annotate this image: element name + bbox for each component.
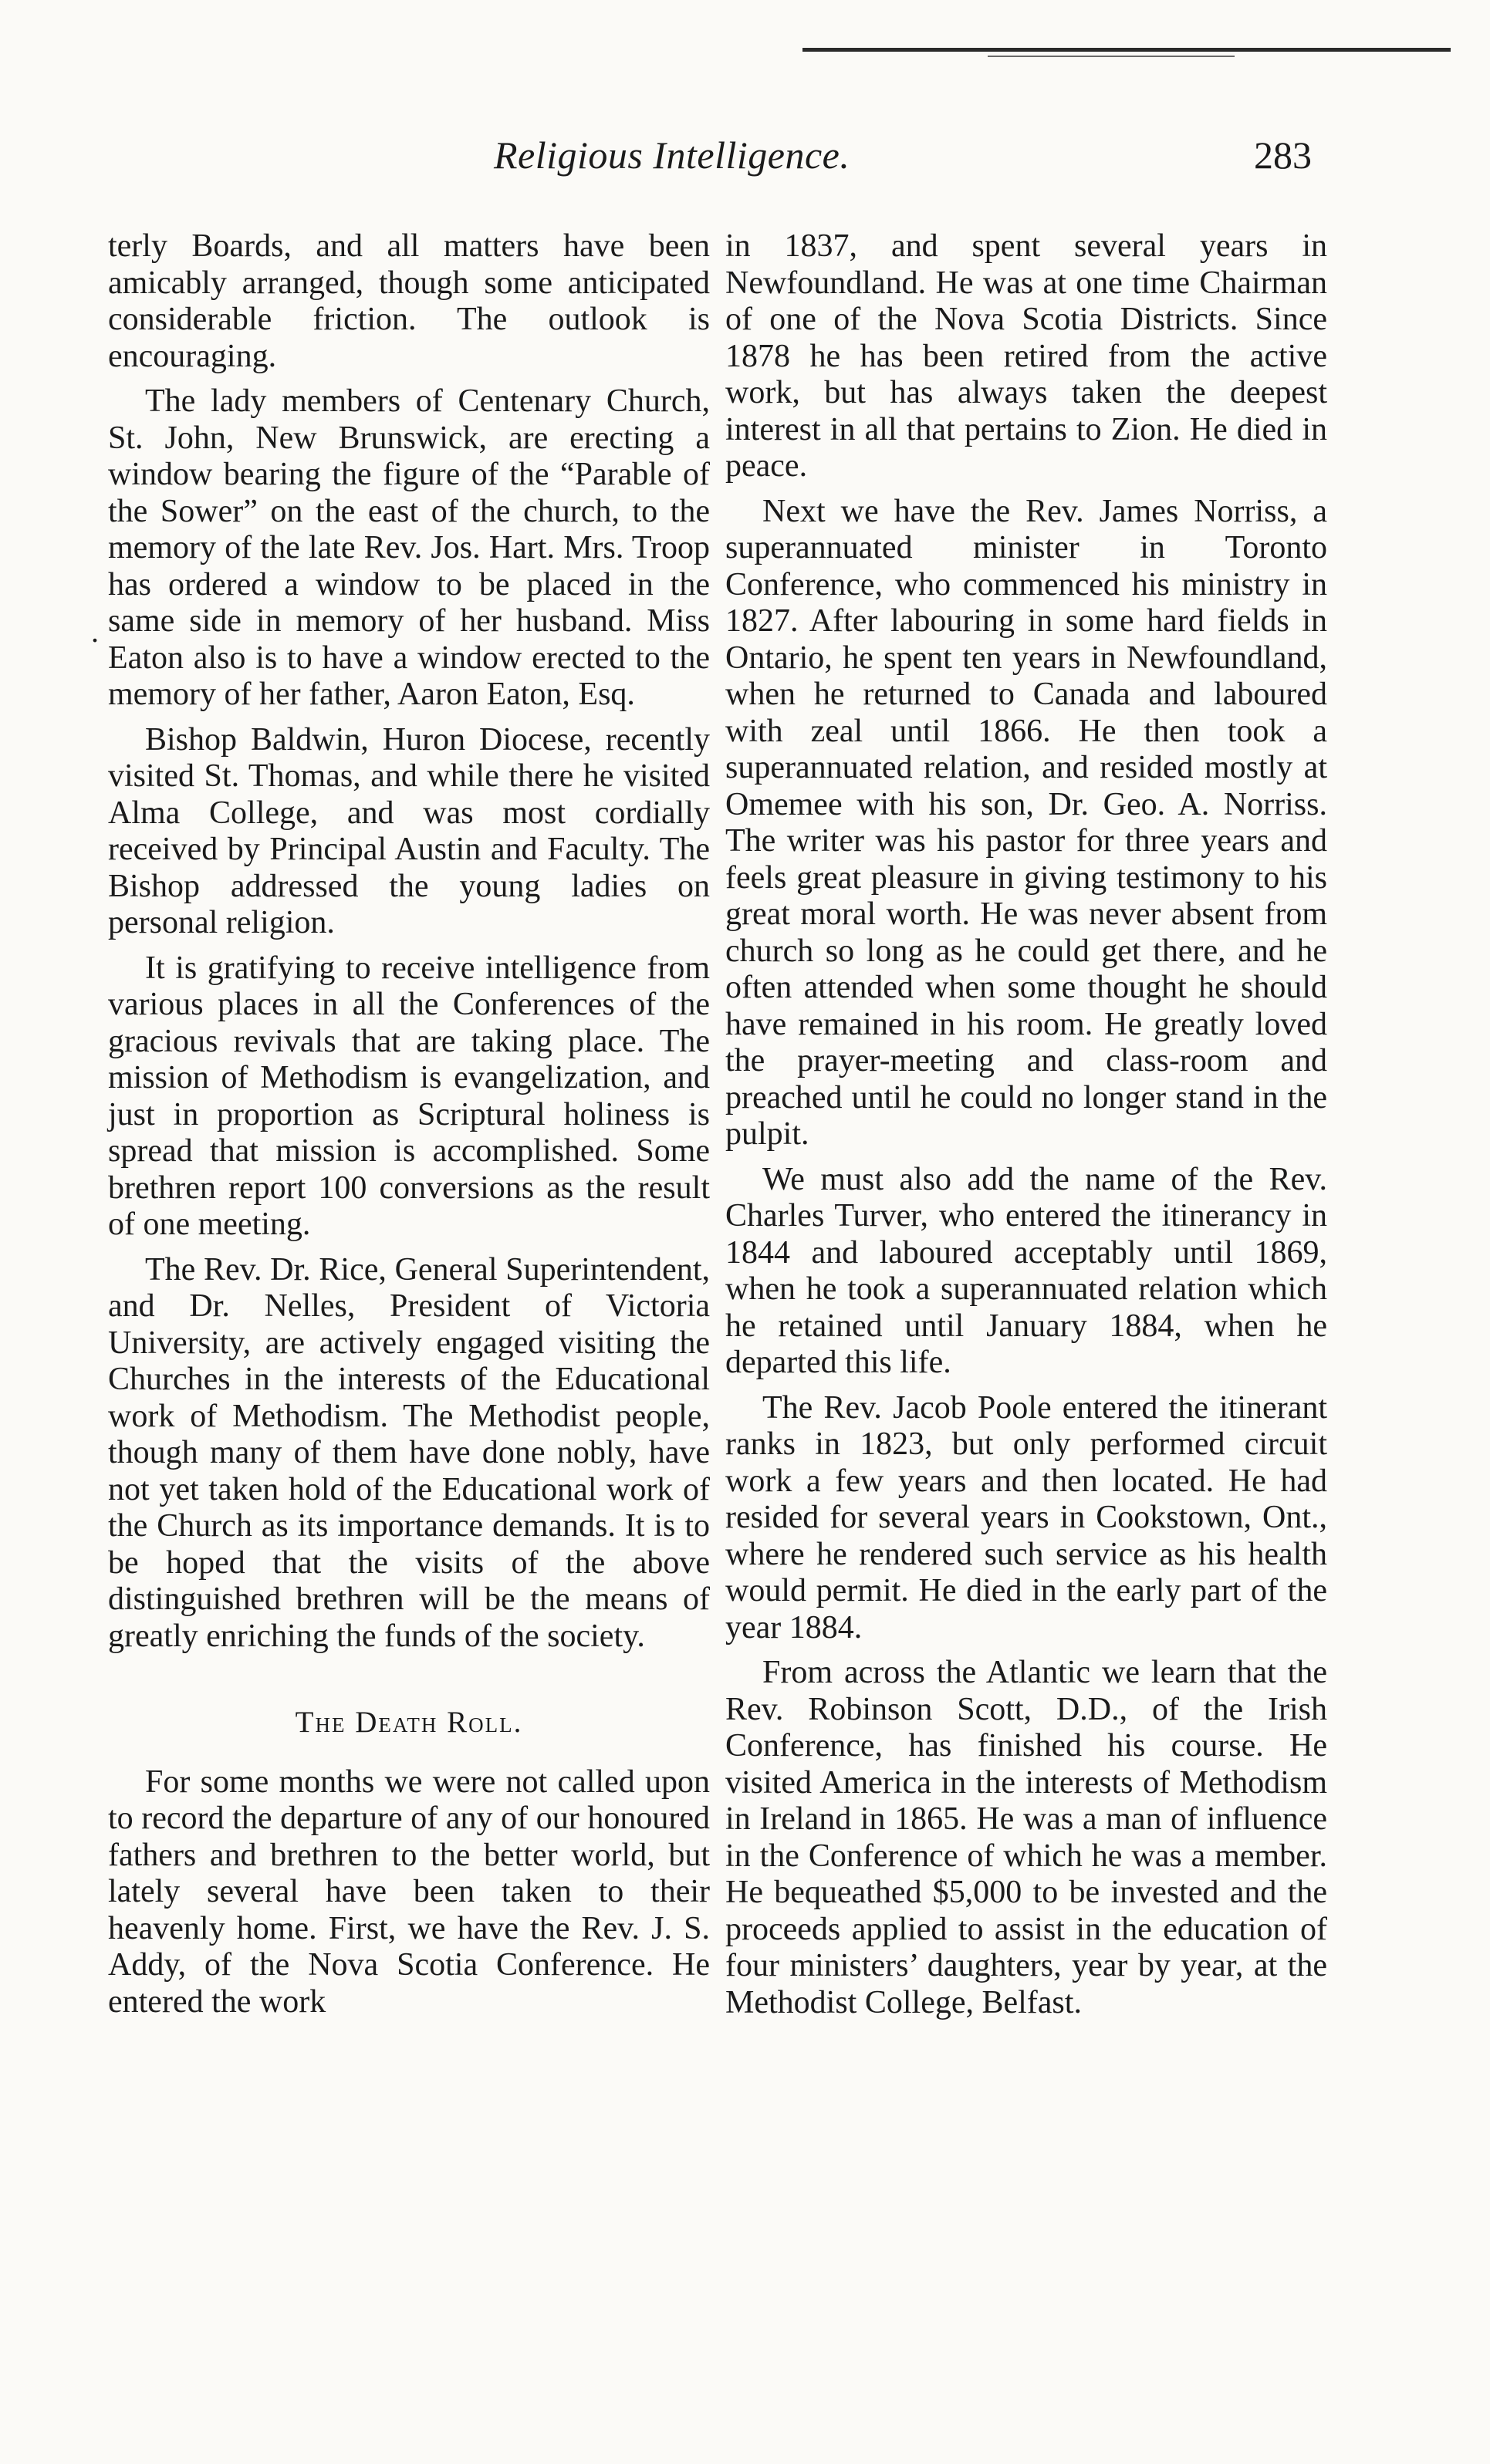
paragraph: Bishop Baldwin, Huron Diocese, recently visited St. Thomas, and while there he visited Alma College, and was most cordially received by Principal Austin and Faculty. The Bishop addressed the young ladies on personal religion. <box>108 721 710 940</box>
top-border-rule <box>802 48 1451 52</box>
paragraph: It is gratifying to receive intelligence from various places in all the Conferences of the gracious revivals that are taking place. The mission of Methodism is evangelization, and just in proportion as Scriptural holiness is spread that mission is accomplished. Some brethren report 100 conversions as the result of one meeting. <box>108 950 710 1242</box>
right-column <box>725 228 1327 2030</box>
paragraph: Next we have the Rev. James Norriss, a superannuated minister in Toronto Conference, who commenced his ministry in 1827. After labouring in some hard fields in Ontario, he spent ten years in Newfoundland, when he returned to Canada and laboured with zeal until 1866. He then took a superannuated relation, and resided mostly at Omemee with his son, Dr. Geo. A. Norriss. The writer was his pastor for three years and feels great pleasure in giving testimony to his great moral worth. He was never absent from church so long as he could get there, and he often attended when some thought he should have remained in his room. He greatly loved the prayer-meeting and class-room and preached until he could no longer stand in the pulpit. <box>725 493 1327 1152</box>
paragraph: From across the Atlantic we learn that the Rev. Robinson Scott, D.D., of the Irish Conference, has finished his course. He visited America in the interests of Methodism in Ireland in 1865. He was a man of influence in the Conference of which he was a member. He bequeathed $5,000 to be invested and the proceeds applied to assist in the education of four ministers’ daughters, year by year, at the Methodist College, Belfast. <box>725 1655 1327 2020</box>
paragraph: We must also add the name of the Rev. Charles Turver, who entered the itinerancy in 1844 and laboured acceptably until 1869, when he took a superannuated relation which he retained until January 1884, when he departed this life. <box>725 1161 1327 1380</box>
paragraph: For some months we were not called upon to record the departure of any of our honoured fathers and brethren to the better world, but lately several have been taken to their heavenly home. First, we have the Rev. J. S. Addy, of the Nova Scotia Conference. He entered the work <box>108 1764 710 2020</box>
running-title: Religious Intelligence. <box>494 133 850 177</box>
left-column <box>108 228 710 2029</box>
paragraph: The lady members of Centenary Church, St. John, New Brunswick, are erecting a window bearing the figure of the “Parable of the Sower” on the east of the church, to the memory of the late Rev. Jos. Hart. Mrs. Troop has ordered a window to be placed in the same side in memory of her husband. Miss Eaton also is to have a window erected to the memory of her father, Aaron Eaton, Esq. <box>108 383 710 712</box>
paragraph: The Rev. Dr. Rice, General Superintendent, and Dr. Nelles, President of Victoria University, are actively engaged visiting the Churches in the interests of the Educational work of Methodism. The Methodist people, though many of them have done nobly, have not yet taken hold of the Educational work of the Church as its importance demands. It is to be hoped that the visits of the above distinguished brethren will be the means of greatly enriching the funds of the society. <box>108 1251 710 1654</box>
paragraph: The Rev. Jacob Poole entered the itinerant ranks in 1823, but only performed circuit work a few years and then located. He had resided for several years in Cookstown, Ont., where he rendered such service as his health would permit. He died in the early part of the year 1884. <box>725 1389 1327 1645</box>
page-header <box>108 133 1312 202</box>
section-heading-death-roll: The Death Roll. <box>295 1706 523 1739</box>
paragraph: in 1837, and spent several years in Newfoundland. He was at one time Chairman of one of the Nova Scotia Districts. Since 1878 he has been retired from the active work, but has always taken the deepest interest in all that pertains to Zion. He died in peace. <box>725 228 1327 484</box>
paragraph: terly Boards, and all matters have been amicably arranged, though some anticipated considerable friction. The outlook is encouraging. <box>108 228 710 374</box>
margin-mark: . <box>91 614 99 649</box>
top-thin-rule <box>988 56 1235 57</box>
page-number: 283 <box>1254 133 1312 177</box>
